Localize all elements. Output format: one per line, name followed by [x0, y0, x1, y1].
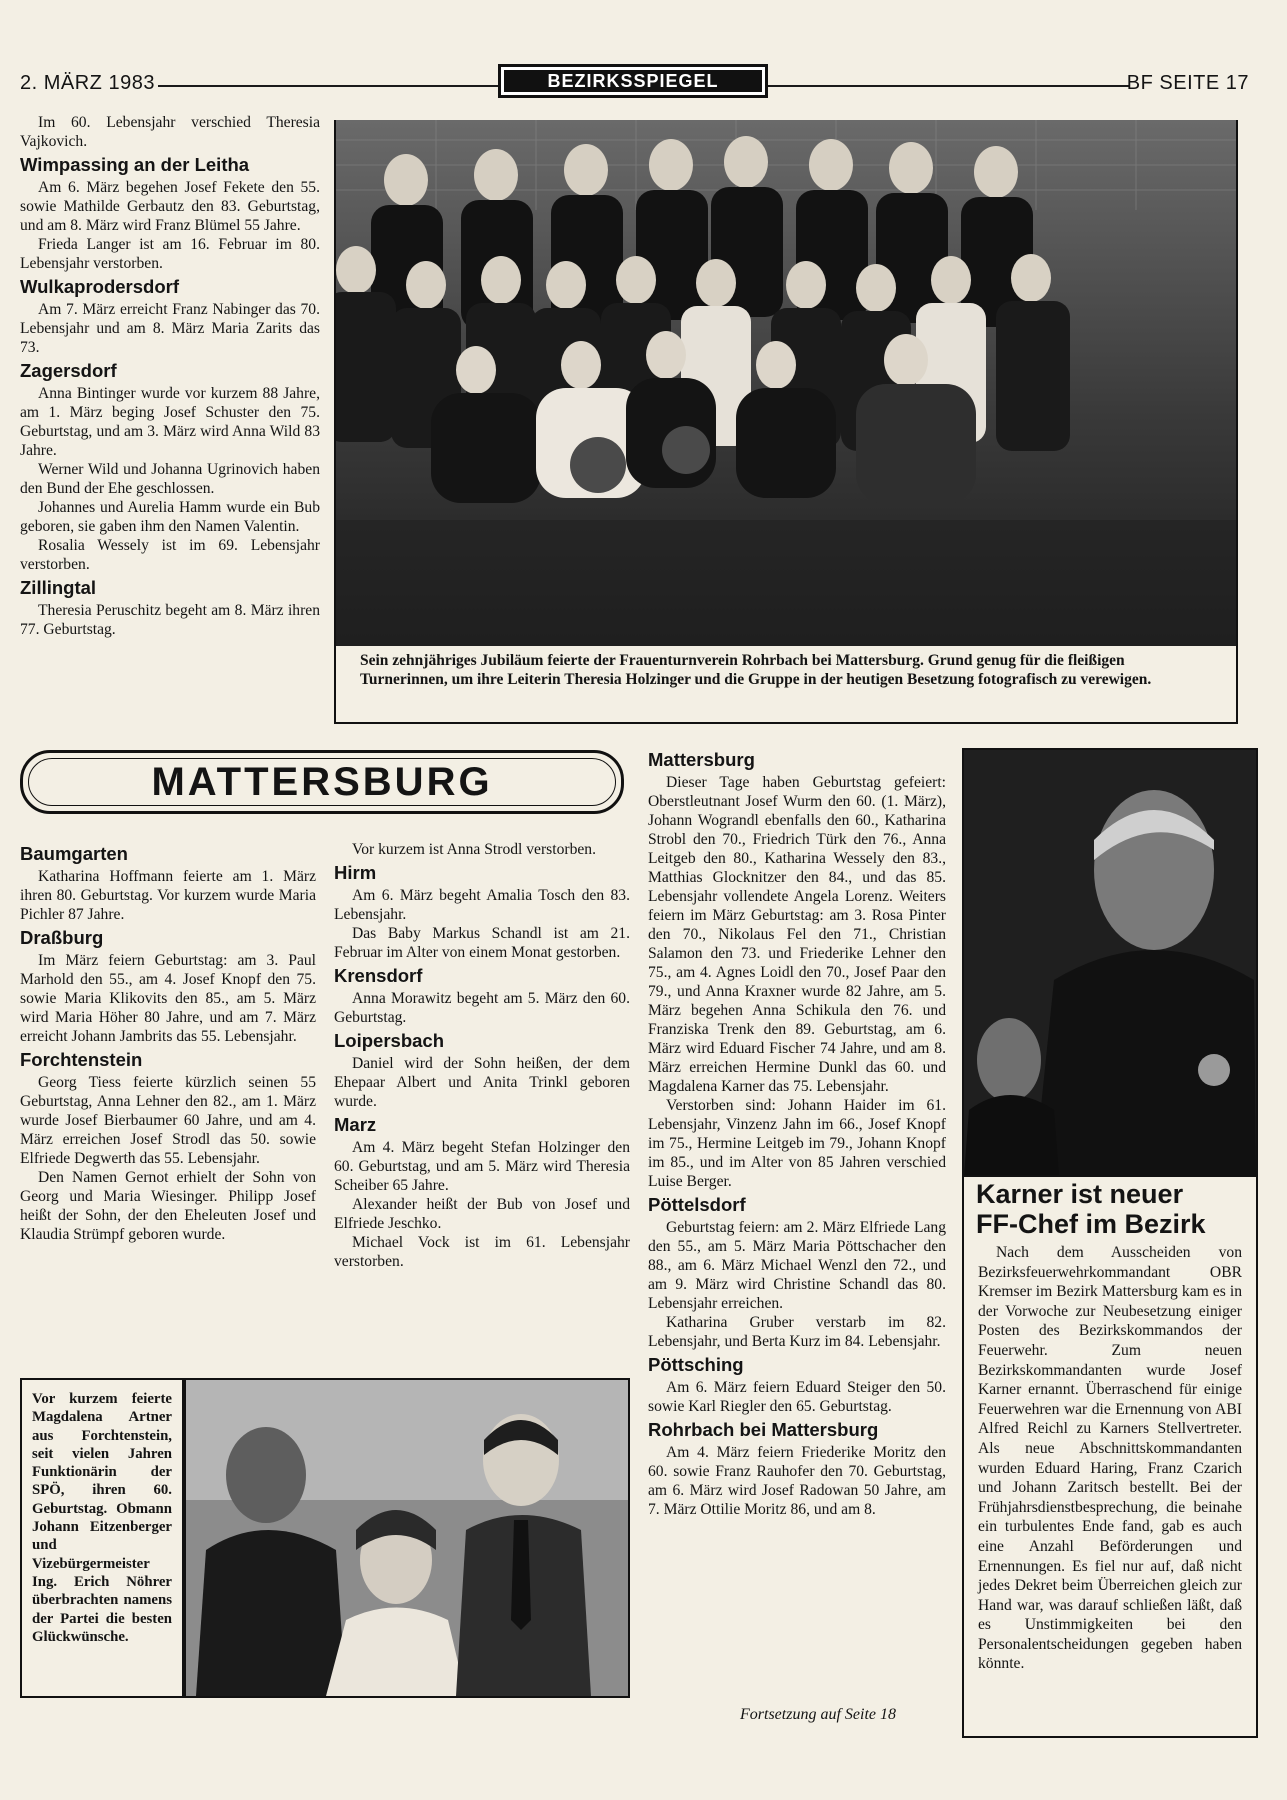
news-paragraph: Michael Vock ist im 61. Lebensjahr verstorben. — [334, 1234, 630, 1270]
section-heading: Forchtenstein — [20, 1049, 143, 1070]
page-number: BF SEITE 17 — [1126, 72, 1249, 94]
karner-article-text — [964, 1239, 1256, 1674]
news-paragraph: Am 7. März erreicht Franz Nabinger das 70. Lebensjahr und am 8. März Maria Zarits das 73. — [20, 301, 320, 356]
mattersburg-column-c — [648, 746, 946, 1519]
section-heading: Marz — [334, 1114, 377, 1135]
section-heading: Wulkaprodersdorf — [20, 276, 179, 297]
section-label-box — [498, 64, 768, 98]
news-paragraph: Werner Wild und Johanna Ugrinovich haben den Bund der Ehe geschlossen. — [20, 461, 320, 497]
news-paragraph: Verstorben sind: Johann Haider im 61. Lebensjahr, Vinzenz Jahn im 66., Josef Knopf im 75., Hermine Leitgeb im 79., Johann Knopf im 85., und im Alter von 85 Jahren verschied Luise Berger. — [648, 1097, 946, 1190]
section-heading: Hirm — [334, 862, 377, 883]
banner-title: MATTERSBURG — [151, 759, 493, 804]
news-paragraph: Anna Morawitz begeht am 5. März den 60. Geburtstag. — [334, 990, 630, 1026]
news-paragraph: Katharina Gruber verstarb im 82. Lebensjahr, und Berta Kurz im 84. Lebensjahr. — [648, 1314, 946, 1350]
news-paragraph: Dieser Tage haben Geburtstag gefeiert: Oberstleutnant Josef Wurm den 60. (1. März), Johann Wograndl ebenfalls den 60., Katharina Strobl den 70., Friedrich Türk den 76., Anna Leitgeb den 80., Katharina Wessely den 83., Matthias Glocknitzer den 84., und das 85. Lebensjahr vollendete Angela Lorenz. Weiters feiern im März Geburtstag: am 3. Rosa Pinter den 70., Nikolaus Fel den 71., Christian Salamon den 73. und Friederike Lehner den 75., am 4. Agnes Loidl den 70., Josef Paar den 79., und Anna Kraxner wurde 82 Jahre, am 5. März begehen Anna Schikula den 76. und Franziska Trenk den 89. Geburtstag, am 6. März wird Eduard Fischer 74 Jahre, und am 8. März erreichen Hermine Dunkl das 60. und Magdalena Karner das 75. Lebensjahr. — [648, 774, 946, 1095]
artner-birthday-photo — [184, 1378, 630, 1698]
section-heading: Baumgarten — [20, 843, 128, 864]
section-heading: Mattersburg — [648, 749, 755, 770]
karner-paragraph: Nach dem Ausscheiden von Bezirksfeuerwehrkommandant OBR Kremser im Bezirk Mattersburg kam es in der Vorwoche zur Neubesetzung einiger Posten des Bezirkskommandos der Feuerwehr. Zum neuen Bezirkskommandanten wurde Josef Karner ernannt. Überraschend für einige Feuerwehren war die Ernennung von ABI Alfred Reichl zu Karners Stellvertreter. Als neue Abschnittskommandanten wurden Eduard Haring, Franz Czarich und Johann Zaritsch bestellt. Bei der Frühjahrsdienstbesprechung, die beinahe ein turbulentes Ende fand, gab es auch eine Anzahl Beförderungen und Ernennungen. Es fiel nur auf, daß nicht jedes Dekret beim Überreichen gleich zur Hand war, was darauf schließen läßt, daß es Unstimmigkeiten bei den Personalentscheidungen gegeben haben könnte. — [978, 1244, 1242, 1673]
news-paragraph: Den Namen Gernot erhielt der Sohn von Georg und Maria Wiesinger. Philipp Josef heißt der Sohn, der den Eheleuten Josef und Klaudia Strümpf geboren wurde. — [20, 1169, 316, 1243]
section-heading: Loipersbach — [334, 1030, 444, 1051]
news-paragraph: Rosalia Wessely ist im 69. Lebensjahr verstorben. — [20, 537, 320, 573]
news-paragraph: Daniel wird der Sohn heißen, der dem Ehepaar Albert und Anita Trinkl geboren wurde. — [334, 1055, 630, 1110]
news-paragraph: Am 4. März begeht Stefan Holzinger den 60. Geburtstag, und am 5. März wird Theresia Scheiber 65 Jahre. — [334, 1139, 630, 1194]
mattersburg-column-b — [334, 840, 630, 1271]
section-label: BEZIRKSSPIEGEL — [504, 70, 762, 92]
news-paragraph: Katharina Hoffmann feierte am 1. März ihren 80. Geburtstag. Vor kurzem wurde Maria Pichler 87 Jahre. — [20, 868, 316, 923]
mattersburg-column-a — [20, 840, 316, 1244]
section-heading: Zillingtal — [20, 577, 97, 598]
karner-photo — [964, 750, 1256, 1175]
news-paragraph: Theresia Peruschitz begeht am 8. März ihren 77. Geburtstag. — [20, 602, 320, 638]
artner-caption-box: Vor kurzem feierte Magdalena Artner aus Forchtenstein, seit vielen Jahren Funktionärin der SPÖ, ihren 60. Geburtstag. Obmann Johann Eitzenberger und Vizebürgermeister Ing. Erich Nöhrer überbrachten namens der Partei die besten Glückwünsche. — [20, 1378, 184, 1698]
header-rule-left — [158, 85, 498, 87]
karner-article-box — [962, 748, 1258, 1738]
header-rule-right — [768, 85, 1130, 87]
section-heading: Pöttsching — [648, 1354, 744, 1375]
news-paragraph: Geburtstag feiern: am 2. März Elfriede Lang den 55., am 5. März Maria Pöttschacher den 88., am 6. März Michael Wenzl den 72., und am 9. März wird Christine Schandl das 80. Lebensjahr erreichen. — [648, 1219, 946, 1312]
section-heading: Draßburg — [20, 927, 104, 948]
news-paragraph: Das Baby Markus Schandl ist am 21. Februar im Alter von einem Monat gestorben. — [334, 925, 630, 961]
gymnastics-group-photo — [336, 120, 1236, 646]
news-paragraph: Georg Tiess feierte kürzlich seinen 55 Geburtstag, Anna Lehner den 82., am 1. März wurde Josef Bierbaumer 60 Jahre, und am 4. März erreichen Josef Strodl das 50. sowie Elfriede Degwerth das 55. Lebensjahr. — [20, 1074, 316, 1167]
news-paragraph: Vor kurzem ist Anna Strodl verstorben. — [352, 841, 596, 858]
news-paragraph: Am 6. März begehen Josef Fekete den 55. sowie Mathilde Gerbautz den 83. Geburtstag, und am 8. März wird Franz Blümel 55 Jahre. — [20, 179, 320, 234]
news-paragraph: Anna Bintinger wurde vor kurzem 88 Jahre, am 1. März beging Josef Schuster den 75. Geburtstag, und am 3. März wird Anna Wild 83 Jahre. — [20, 385, 320, 459]
issue-date: 2. MÄRZ 1983 — [20, 72, 155, 94]
section-heading: Wimpassing an der Leitha — [20, 154, 250, 175]
news-paragraph: Alexander heißt der Bub von Josef und Elfriede Jeschko. — [334, 1196, 630, 1232]
left-column — [20, 113, 320, 639]
news-paragraph: Frieda Langer ist am 16. Februar im 80. Lebensjahr verstorben. — [20, 236, 320, 272]
karner-headline-line2: FF-Chef im Bezirk — [976, 1209, 1206, 1239]
news-paragraph: Im März feiern Geburtstag: am 3. Paul Marhold den 55., am 4. Josef Knopf den 75. sowie Maria Klikovits den 85., am 5. März wird Maria Höher 80 Jahre, und am 7. März erreicht Johann Jambrits das 55. Lebensjahr. — [20, 952, 316, 1045]
karner-headline — [964, 1177, 1256, 1239]
karner-headline-line1: Karner ist neuer — [976, 1179, 1184, 1209]
news-paragraph: Johannes und Aurelia Hamm wurde ein Bub geboren, sie gaben ihm den Namen Valentin. — [20, 499, 320, 535]
news-paragraph: Am 4. März feiern Friederike Moritz den 60. sowie Franz Rauhofer den 70. Geburtstag, am 6. März wird Josef Radowan 50 Jahre, am 7. März Ottilie Moritz 86, und am 8. — [648, 1444, 946, 1518]
news-paragraph: Im 60. Lebensjahr verschied Theresia Vajkovich. — [20, 114, 320, 150]
group-photo-caption: Sein zehnjähriges Jubiläum feierte der Frauenturnverein Rohrbach bei Mattersburg. Grund genug für die fleißigen Turnerinnen, um ihre Leiterin Theresia Holzinger und die Gruppe in der heutigen Besetzung fotografisch zu verewigen. — [334, 646, 1238, 724]
mattersburg-banner — [20, 750, 624, 814]
news-paragraph: Am 6. März feiern Eduard Steiger den 50. sowie Karl Riegler den 65. Geburtstag. — [648, 1379, 946, 1415]
section-heading: Zagersdorf — [20, 360, 117, 381]
news-paragraph: Am 6. März begeht Amalia Tosch den 83. Lebensjahr. — [334, 887, 630, 923]
continuation-note: Fortsetzung auf Seite 18 — [740, 1706, 896, 1723]
section-heading: Pöttelsdorf — [648, 1194, 746, 1215]
section-heading: Rohrbach bei Mattersburg — [648, 1419, 879, 1440]
section-heading: Krensdorf — [334, 965, 423, 986]
